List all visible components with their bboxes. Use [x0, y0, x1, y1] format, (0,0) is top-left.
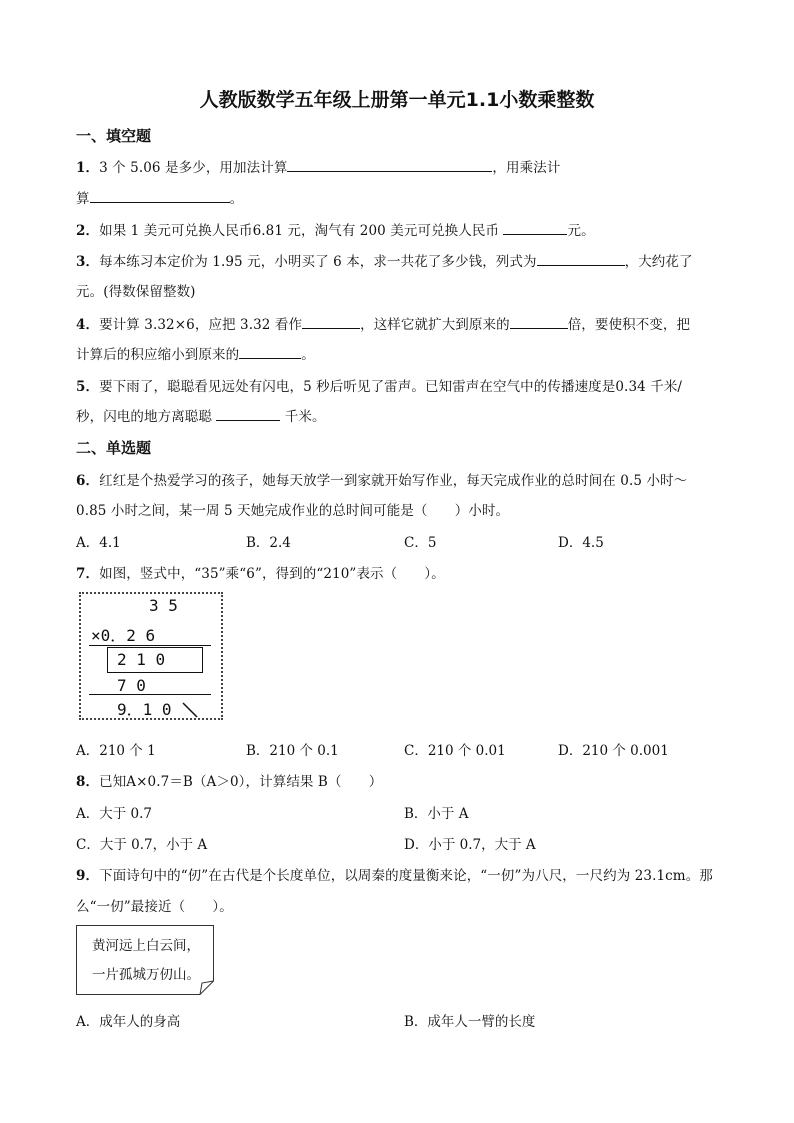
- question-5-line-1: [76, 375, 682, 395]
- question-text: 如图，竖式中，“35”乘“6”，得到的“210”表示（ ）。: [99, 566, 445, 582]
- question-4-line-2: [76, 343, 315, 363]
- poem-line-1: 黄河远上白云间，: [92, 938, 200, 954]
- option-d[interactable]: D．210 个 0.001: [558, 743, 669, 759]
- question-text: 如果 1 美元可兑换人民币6.81 元，淘气有 200 美元可兑换人民币: [99, 223, 504, 239]
- option-a[interactable]: A．210 个 1: [76, 743, 156, 759]
- question-number: 6．: [76, 473, 100, 489]
- question-3-line-1: [76, 250, 693, 270]
- question-text: ，大约花了: [624, 254, 693, 270]
- question-text: ，用乘法计: [492, 160, 561, 176]
- poem-card: [76, 925, 214, 995]
- question-number: 3．: [76, 254, 100, 270]
- multiplicand-row: 3 5: [149, 596, 178, 615]
- partial-product-row-1: 2 1 0: [117, 650, 166, 669]
- question-text: 。: [301, 347, 315, 363]
- question-6-line-2: 0.85 小时之间，某一周 5 天她完成作业的总时间可能是（ ）小时。: [76, 503, 510, 519]
- question-number: 7．: [76, 566, 100, 582]
- question-text: ，这样它就扩大到原来的: [360, 317, 510, 333]
- question-4-line-1: [76, 313, 690, 333]
- answer-blank[interactable]: [90, 188, 230, 203]
- divider-line: [89, 694, 211, 695]
- question-5-line-2: [76, 405, 326, 425]
- answer-blank[interactable]: [239, 344, 301, 359]
- question-text: 3 个 5.06 是多少，用加法计算: [99, 160, 288, 176]
- question-text: 算: [76, 191, 90, 207]
- multiplier-row: ×0．2 6: [91, 626, 156, 645]
- question-number: 4．: [76, 317, 100, 333]
- question-text: 倍，要使积不变，把: [567, 317, 691, 333]
- option-c[interactable]: C．大于 0.7，小于 A: [76, 837, 208, 853]
- answer-blank[interactable]: [302, 314, 360, 329]
- question-text: 千米。: [280, 409, 326, 425]
- section-heading-fill-in: 一、填空题: [76, 127, 152, 145]
- question-text: 红红是个热爱学习的孩子，她每天放学一到家就开始写作业，每天完成作业的总时间在 0.5 小时～: [99, 473, 688, 489]
- option-a[interactable]: A．大于 0.7: [76, 806, 153, 822]
- option-a[interactable]: A．4.1: [76, 535, 121, 551]
- poem-line-2: 一片孤城万仞山。: [92, 967, 200, 983]
- question-1-line-1: [76, 156, 560, 176]
- question-text: 下面诗句中的“仞”在古代是个长度单位，以周秦的度量衡来论，“一仞”为八尺，一尺约为 23.1cm。那: [99, 868, 713, 884]
- question-text: 要计算 3.32×6，应把 3.32 看作: [99, 317, 303, 333]
- page-title: 人教版数学五年级上册第一单元1.1小数乘整数: [199, 89, 595, 111]
- partial-product-row-2: 7 0: [117, 676, 146, 695]
- divider-line: [89, 645, 211, 646]
- question-text: 要下雨了，聪聪看见远处有闪电，5 秒后听见了雷声。已知雷声在空气中的传播速度是0.34 千米/: [99, 379, 683, 395]
- option-d[interactable]: D．小于 0.7，大于 A: [404, 837, 536, 853]
- question-text: 计算后的积应缩小到原来的: [76, 347, 240, 363]
- question-6-line-1: [76, 469, 687, 489]
- question-8: [76, 770, 382, 790]
- option-c[interactable]: C．210 个 0.01: [404, 743, 506, 759]
- answer-blank[interactable]: [510, 314, 568, 329]
- option-c[interactable]: C．5: [404, 535, 437, 551]
- vertical-multiplication-figure: [79, 592, 223, 720]
- question-7: [76, 562, 445, 582]
- question-3-line-2: 元。(得数保留整数): [76, 284, 196, 300]
- option-b[interactable]: B．210 个 0.1: [246, 743, 339, 759]
- question-text: 。: [229, 191, 244, 207]
- answer-blank[interactable]: [537, 251, 625, 266]
- question-1-line-2: [76, 187, 243, 207]
- question-number: 1．: [76, 160, 100, 176]
- option-b[interactable]: B．2.4: [246, 535, 291, 551]
- question-9-line-1: [76, 864, 713, 884]
- question-number: 2．: [76, 223, 100, 239]
- option-a[interactable]: A．成年人的身高: [76, 1014, 181, 1030]
- question-number: 8．: [76, 774, 100, 790]
- question-text: 元。: [567, 223, 595, 239]
- option-b[interactable]: B．小于 A: [404, 806, 469, 822]
- question-text: 已知A×0.7＝B（A＞0），计算结果 B（ ）: [99, 774, 383, 790]
- answer-blank[interactable]: [216, 406, 280, 421]
- option-b[interactable]: B．成年人一臂的长度: [404, 1014, 536, 1030]
- question-text: 每本练习本定价为 1.95 元，小明买了 6 本，求一共花了多少钱，列式为: [99, 254, 537, 270]
- option-d[interactable]: D．4.5: [558, 535, 604, 551]
- question-9-line-2: 么“一仞”最接近（ ）。: [76, 899, 233, 915]
- question-2: [76, 219, 595, 239]
- section-heading-single-choice: 二、单选题: [76, 439, 152, 457]
- strike-icon: [181, 700, 199, 718]
- answer-blank[interactable]: [287, 157, 492, 172]
- product-row: 9．1 0: [117, 700, 172, 719]
- question-number: 9．: [76, 868, 100, 884]
- answer-blank[interactable]: [503, 220, 567, 235]
- question-number: 5．: [76, 379, 100, 395]
- question-text: 秒，闪电的地方离聪聪: [76, 409, 217, 425]
